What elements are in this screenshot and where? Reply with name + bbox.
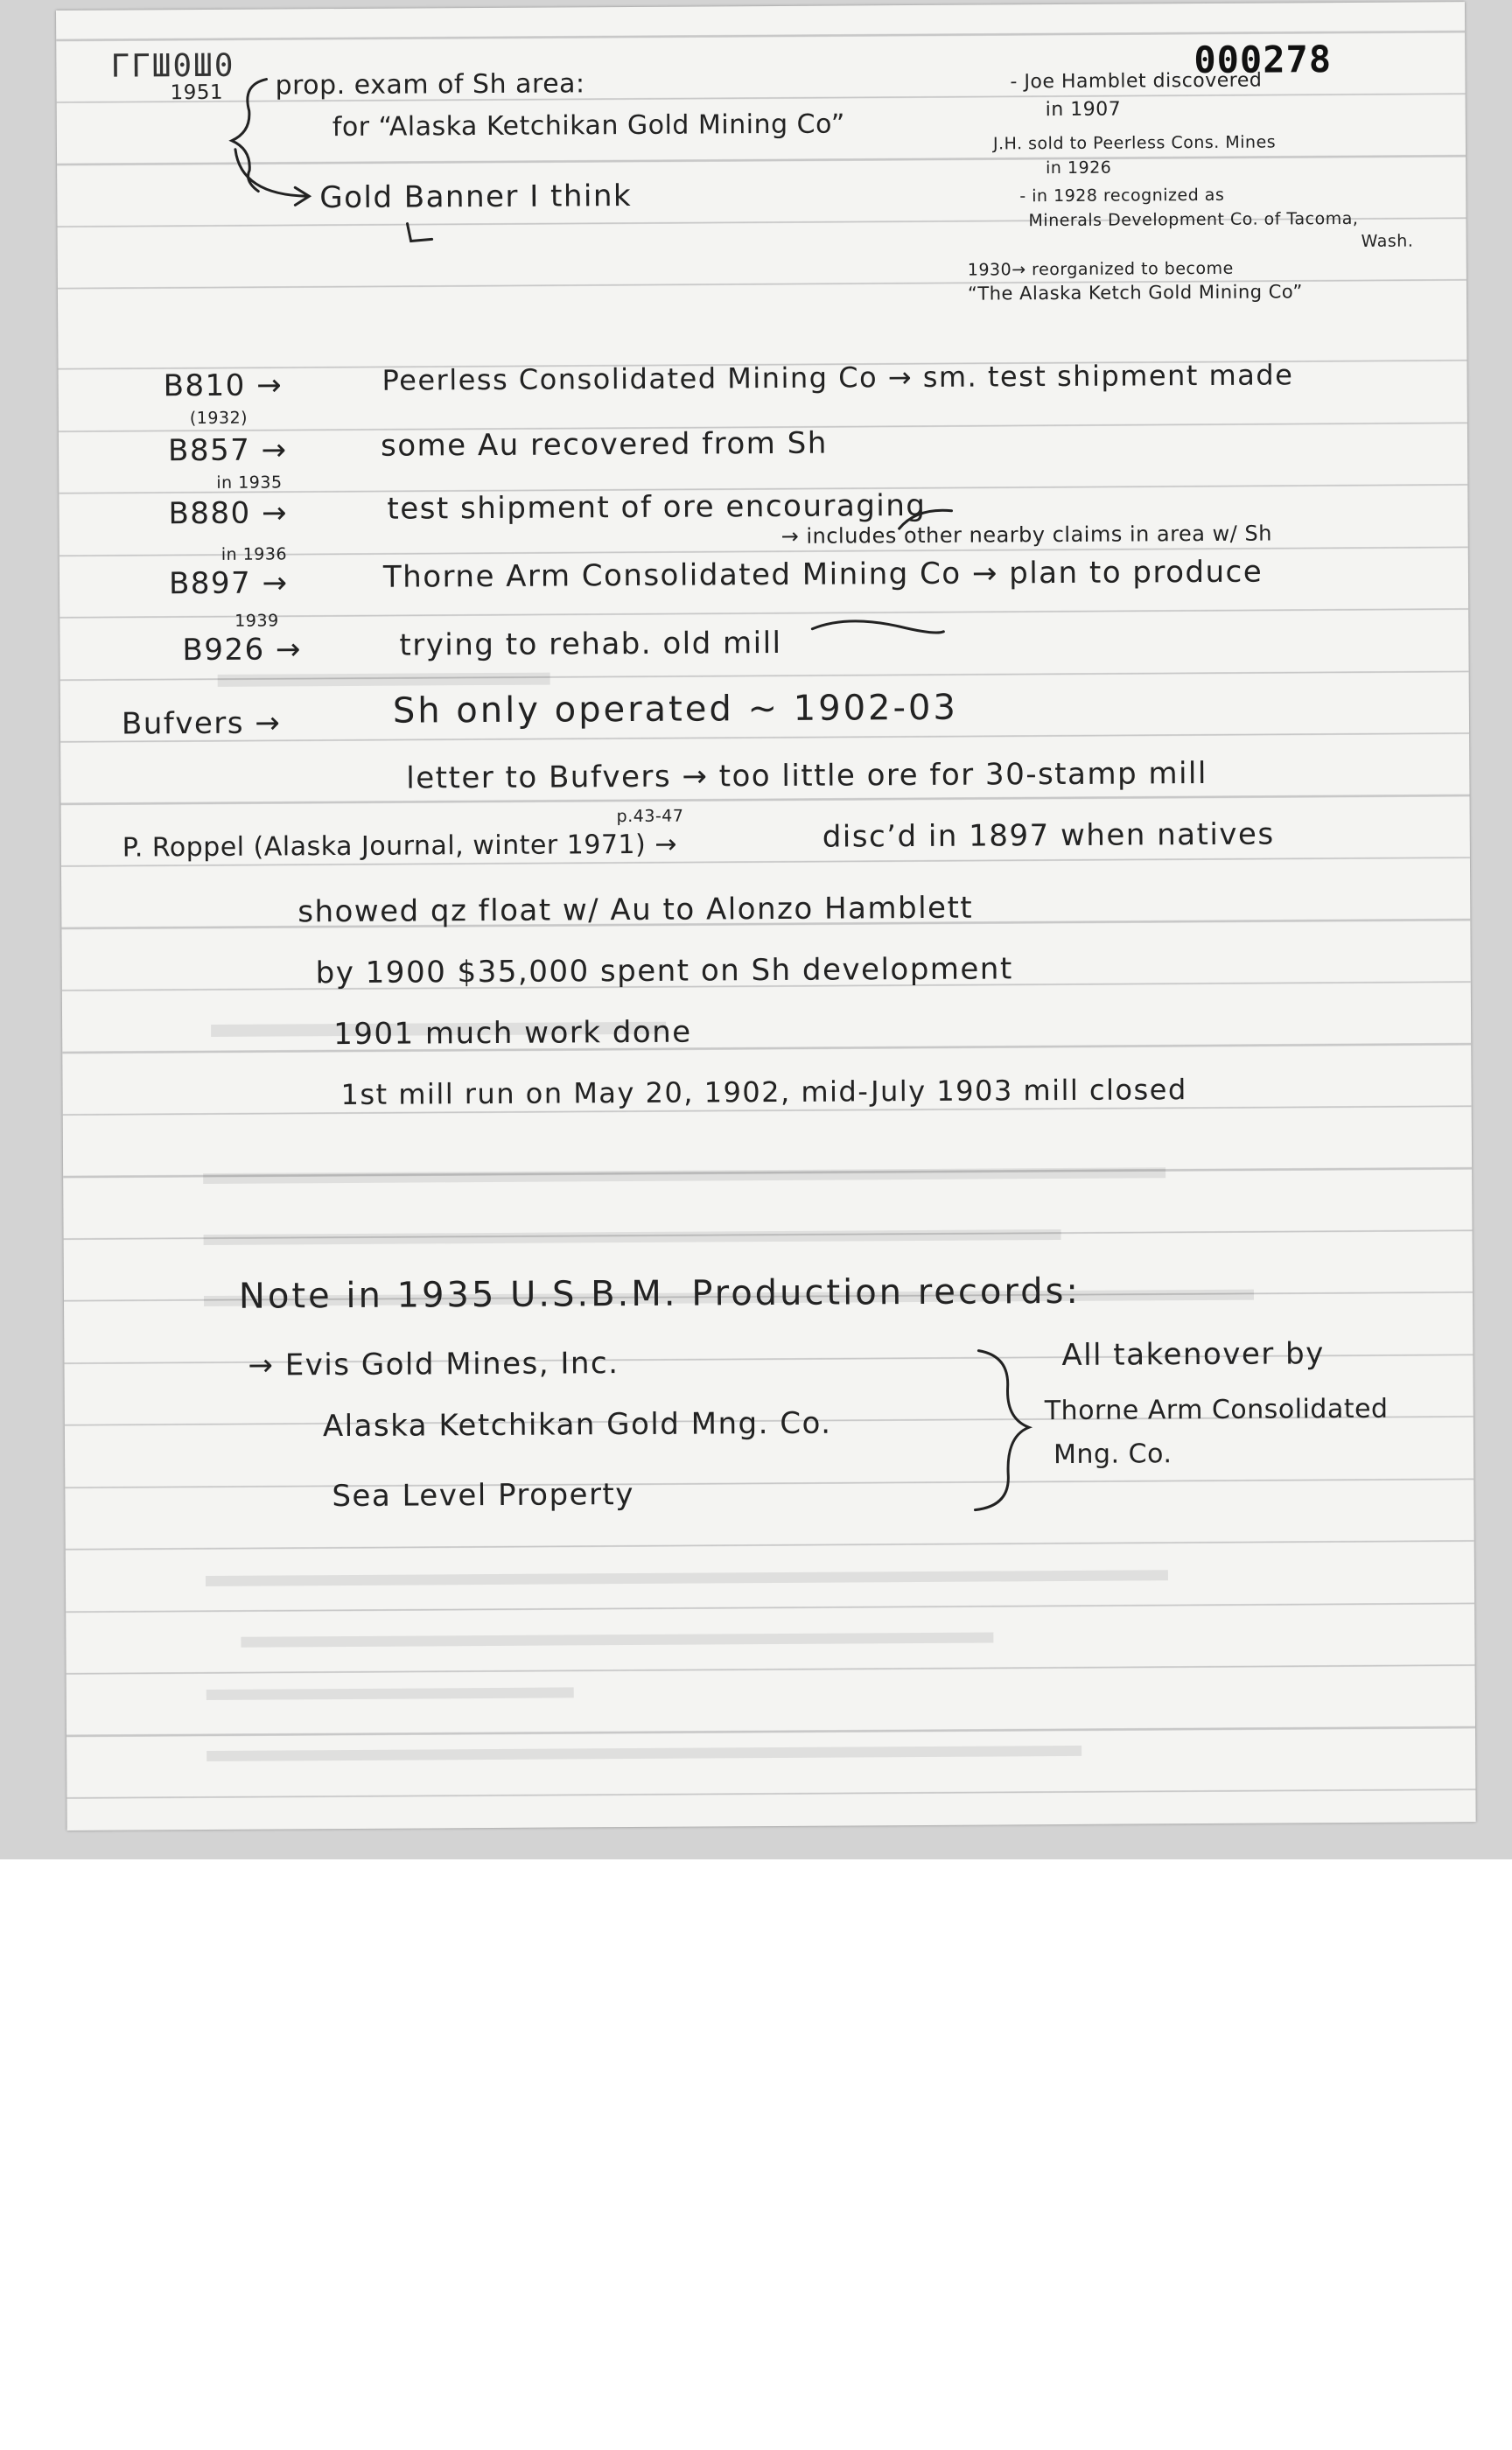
roppel-line-5: 1st mill run on May 20, 1902, mid-July 1903 mill closed	[340, 1073, 1187, 1112]
roppel-line-4: 1901 much work done	[333, 1014, 692, 1053]
note-side-3: Mng. Co.	[1053, 1438, 1172, 1471]
header-year: 1951	[170, 80, 224, 105]
note-side-1: All takenover by	[1061, 1336, 1325, 1374]
entry-b810-text: Peerless Consolidated Mining Co → sm. test shipment made	[382, 358, 1294, 397]
history-line-9: “The Alaska Ketch Gold Mining Co”	[967, 281, 1303, 304]
header-arrow	[235, 149, 309, 206]
entry-b810-ref: B810 →	[163, 368, 284, 404]
roppel-line-2: showed qz float w/ Au to Alonzo Hamblett	[298, 890, 974, 930]
history-line-5: - in 1928 recognized as	[1019, 185, 1225, 206]
history-line-3: J.H. sold to Peerless Cons. Mines	[992, 132, 1277, 154]
history-line-6: Minerals Development Co. of Tacoma,	[1028, 208, 1359, 231]
note-brace	[974, 1350, 1029, 1509]
bufvers-letter: letter to Bufvers → too little ore for 30-stamp mill	[406, 755, 1208, 796]
bufvers-label: Bufvers →	[121, 705, 282, 742]
entry-b897-ref: B897 →	[168, 565, 289, 602]
note-item-3: Sea Level Property	[332, 1476, 635, 1515]
entry-b897-above: → includes other nearby claims in area w/ Sh	[780, 521, 1272, 549]
entry-b880-text: test shipment of ore encouraging	[387, 487, 927, 527]
handwriting-marks	[56, 2, 1476, 1830]
entry-b857-note: (1932)	[189, 408, 248, 429]
entry-b857-text: some Au recovered from Sh	[380, 425, 828, 464]
roppel-source: P. Roppel (Alaska Journal, winter 1971) →	[122, 829, 678, 864]
history-line-8: 1930→ reorganized to become	[967, 258, 1234, 280]
entry-b880-ref: B880 →	[168, 495, 289, 532]
header-line-2: for “Alaska Ketchikan Gold Mining Co”	[332, 108, 845, 144]
lined-note-page	[56, 2, 1476, 1830]
bufvers-text: Sh only operated ~ 1902-03	[392, 687, 958, 732]
header-line-1: prop. exam of Sh area:	[275, 68, 585, 102]
header-line-3: Gold Banner I think	[319, 178, 633, 216]
entry-b857-ref: B857 →	[167, 432, 288, 469]
history-line-4: in 1926	[1046, 158, 1112, 178]
entry-b926-ref: B926 →	[182, 632, 303, 668]
history-line-1: - Joe Hamblet discovered	[1010, 69, 1263, 94]
entry-b897-note: in 1936	[220, 544, 288, 564]
entry-b926-text: trying to rehab. old mill	[399, 625, 782, 663]
entry-b897-text: Thorne Arm Consolidated Mining Co → plan to produce	[382, 554, 1264, 595]
roppel-text: disc’d in 1897 when natives	[822, 816, 1275, 855]
note-side-2: Thorne Arm Consolidated	[1044, 1393, 1389, 1427]
entry-b926-note: 1939	[234, 611, 279, 631]
b926-scribble	[812, 620, 943, 634]
note-item-2: Alaska Ketchikan Gold Mng. Co.	[322, 1405, 832, 1445]
stamp-left: ΓΓШ0Ш0	[110, 47, 235, 85]
roppel-line-3: by 1900 $35,000 spent on Sh development	[315, 951, 1013, 991]
b880-strike	[900, 510, 952, 528]
header-tick	[407, 223, 431, 241]
stamp-number: 000278	[1194, 38, 1333, 82]
roppel-pages: p.43-47	[616, 806, 684, 827]
history-line-7: Wash.	[1361, 231, 1414, 251]
note-item-1: → Evis Gold Mines, Inc.	[248, 1346, 620, 1383]
entry-b880-note: in 1935	[216, 472, 283, 493]
header-brace	[231, 80, 267, 192]
history-line-2: in 1907	[1045, 98, 1122, 122]
note-heading: Note in 1935 U.S.B.M. Production records:	[238, 1270, 1082, 1317]
